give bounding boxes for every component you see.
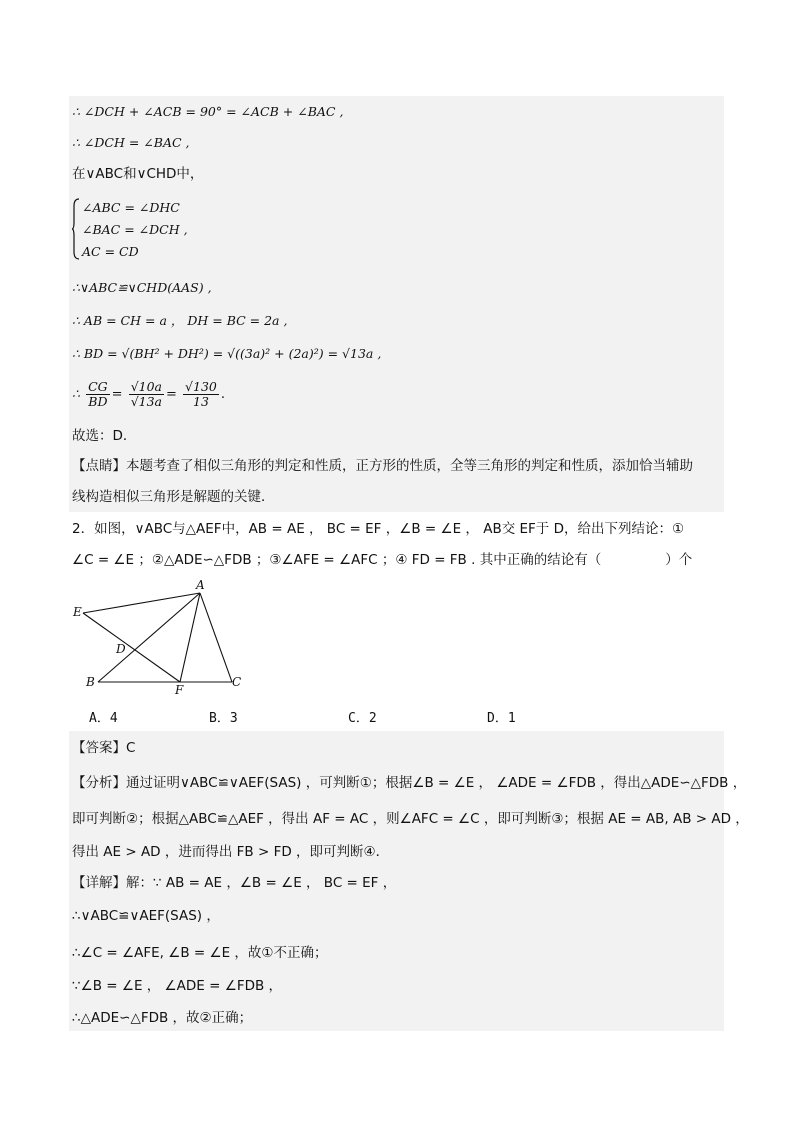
solution-line-7: ∴ $\frac{CG}{BD}$ = $\frac{√10a}{√13a}$ = $\frac{√130}{13}$ . [72, 379, 226, 409]
analysis-line-1: 【分析】通过证明∨ABC≌∨AEF(SAS) ，可判断①；根据∠B = ∠E ， ∠ADE = ∠FDB ，得出△ADE∽△FDB ， [72, 775, 747, 791]
detail-line-3: ∴∠C = ∠AFE, ∠B = ∠E ，故①不正确； [72, 945, 328, 961]
detail-line-4: ∵∠B = ∠E ， ∠ADE = ∠FDB ， [72, 978, 283, 994]
label-b: B [86, 675, 95, 689]
question-line-1: 2．如图，∨ABC与△AEF中，AB = AE ， BC = EF ，∠B = ∠E ， AB交 EF于 D，给出下列结论：① [72, 521, 685, 537]
solution-line-3: 在∨ABC和∨CHD中， [72, 166, 204, 182]
analysis-line-2: 即可判断②；根据△ABC≌△AEF ，得出 AF = AC ，则∠AFC = ∠C ，即可判断③；根据 AE = AB, AB > AD ， [72, 811, 749, 827]
answer-line: 【答案】C [72, 740, 136, 756]
option-c[interactable]: C．2 [348, 711, 377, 726]
label-f: F [175, 683, 184, 697]
label-e: E [73, 605, 82, 619]
solution-line-5: ∴ AB = CH = a ， DH = BC = 2a , [72, 313, 288, 328]
segment-af [180, 593, 200, 682]
system-eq-2: ∠BAC = ∠DCH , [82, 222, 188, 237]
system-eq-1: ∠ABC = ∠DHC [82, 200, 180, 215]
detail-line-5: ∴△ADE∽△FDB ，故②正确； [72, 1010, 253, 1026]
solution-choice: 故选：D． [72, 428, 137, 444]
question-line-2: ∠C = ∠E ；②△ADE∽△FDB ；③∠AFE = ∠AFC ；④ FD = FB . 其中正确的结论有（ ）个 [72, 552, 693, 568]
solution-block-top [69, 96, 724, 512]
solution-line-6: ∴ BD = √(BH² + DH²) = √((3a)² + (2a)²) = √13a , [72, 346, 382, 361]
system-eq-3: AC = CD [82, 244, 139, 259]
segment-ac [200, 593, 232, 682]
fraction-sqrt130-13: $\frac{√130}{13}$ [185, 379, 217, 409]
label-d: D [116, 642, 126, 656]
solution-line-4: ∴∨ABC≌∨CHD(AAS) , [72, 280, 212, 295]
solution-line-2: ∴ ∠DCH = ∠BAC , [72, 135, 190, 150]
segment-ab [98, 593, 200, 682]
label-c: C [232, 675, 242, 689]
geometry-figure [70, 578, 250, 698]
detail-line-1: 【详解】解：∵ AB = AE ，∠B = ∠E ， BC = EF ， [72, 875, 397, 891]
fraction-sqrt10-sqrt13: $\frac{√10a}{√13a}$ [130, 379, 163, 409]
option-a[interactable]: A．4 [89, 711, 118, 726]
detail-line-2: ∴∨ABC≌∨AEF(SAS) ， [72, 908, 220, 924]
comment-line-1: 【点睛】本题考查了相似三角形的判定和性质，正方形的性质，全等三角形的判定和性质，添加恰当辅助 [72, 458, 693, 474]
segment-ea [83, 593, 200, 613]
label-a: A [196, 578, 205, 592]
analysis-line-3: 得出 AE > AD ，进而得出 FB > FD ，即可判断④． [72, 844, 390, 860]
solution-line-1: ∴ ∠DCH + ∠ACB = 90° = ∠ACB + ∠BAC , [72, 104, 344, 119]
fraction-cg-bd: $\frac{CG}{BD}$ [88, 379, 108, 409]
option-b[interactable]: B．3 [209, 711, 238, 726]
comment-line-2: 线构造相似三角形是解题的关键． [72, 489, 275, 505]
option-d[interactable]: D．1 [487, 711, 516, 726]
system-brace [72, 198, 80, 260]
